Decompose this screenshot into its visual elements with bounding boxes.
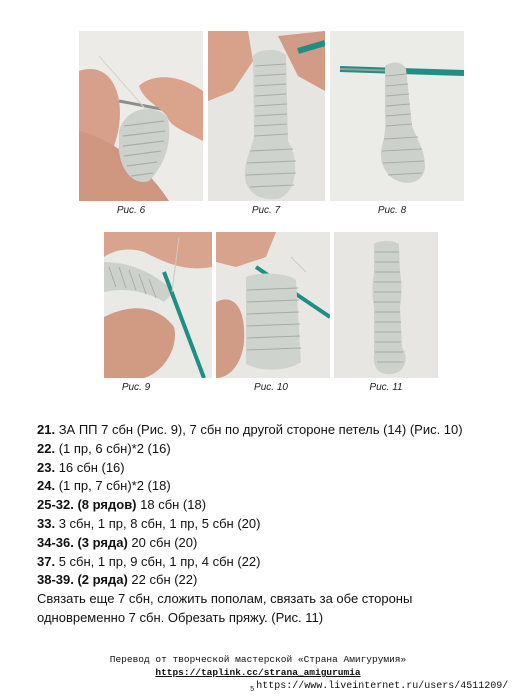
figure-11-caption: Рис. 11 — [369, 382, 403, 393]
closing-instruction: Связать еще 7 сбн, сложить пополам, связать за обе стороны одновременно 7 сбн. Обрезать пряжу. (Рис. 11) — [37, 591, 413, 625]
row-34-36: 34-36. (3 ряда) 20 сбн (20) — [37, 534, 198, 550]
figure-9-caption: Рис. 9 — [121, 382, 151, 393]
source-url[interactable]: https://www.liveinternet.ru/users/4511209/ — [256, 681, 509, 692]
figure-6-photo — [79, 31, 203, 201]
footer-credit: Перевод от творческой мастерской «Страна Амигурумия» — [109, 654, 407, 665]
row-instructions — [37, 421, 487, 628]
figure-10-caption: Рис. 10 — [254, 382, 288, 393]
row-22: 22. (1 пр, 6 сбн)*2 (16) — [37, 440, 171, 456]
figure-7-photo — [208, 31, 325, 201]
page-footer-row — [250, 681, 516, 694]
footer-link[interactable]: https://taplink.cc/strana_amigurumia — [155, 667, 361, 678]
row-25-32: 25-32. (8 рядов) 18 сбн (18) — [37, 497, 207, 513]
figure-10-photo — [216, 232, 330, 378]
figure-7-caption: Рис. 7 — [251, 205, 281, 216]
row-24: 24. (1 пр, 7 сбн)*2 (18) — [37, 478, 171, 494]
figure-9-photo — [104, 232, 212, 378]
figure-6-caption: Рис. 6 — [116, 205, 146, 216]
page-number: 5 — [250, 686, 255, 694]
row-23: 23. 16 сбн (16) — [37, 459, 125, 475]
row-37: 37. 5 сбн, 1 пр, 9 сбн, 1 пр, 4 сбн (22) — [37, 553, 261, 569]
row-38-39: 38-39. (2 ряда) 22 сбн (22) — [37, 572, 198, 588]
figure-8-caption: Рис. 8 — [377, 205, 407, 216]
row-21: 21. ЗА ПП 7 сбн (Рис. 9), 7 сбн по другой стороне петель (14) (Рис. 10) — [37, 422, 463, 437]
figure-11-photo — [334, 232, 438, 378]
figure-8-photo — [330, 31, 464, 201]
row-33: 33. 3 сбн, 1 пр, 8 сбн, 1 пр, 5 сбн (20) — [37, 515, 261, 531]
